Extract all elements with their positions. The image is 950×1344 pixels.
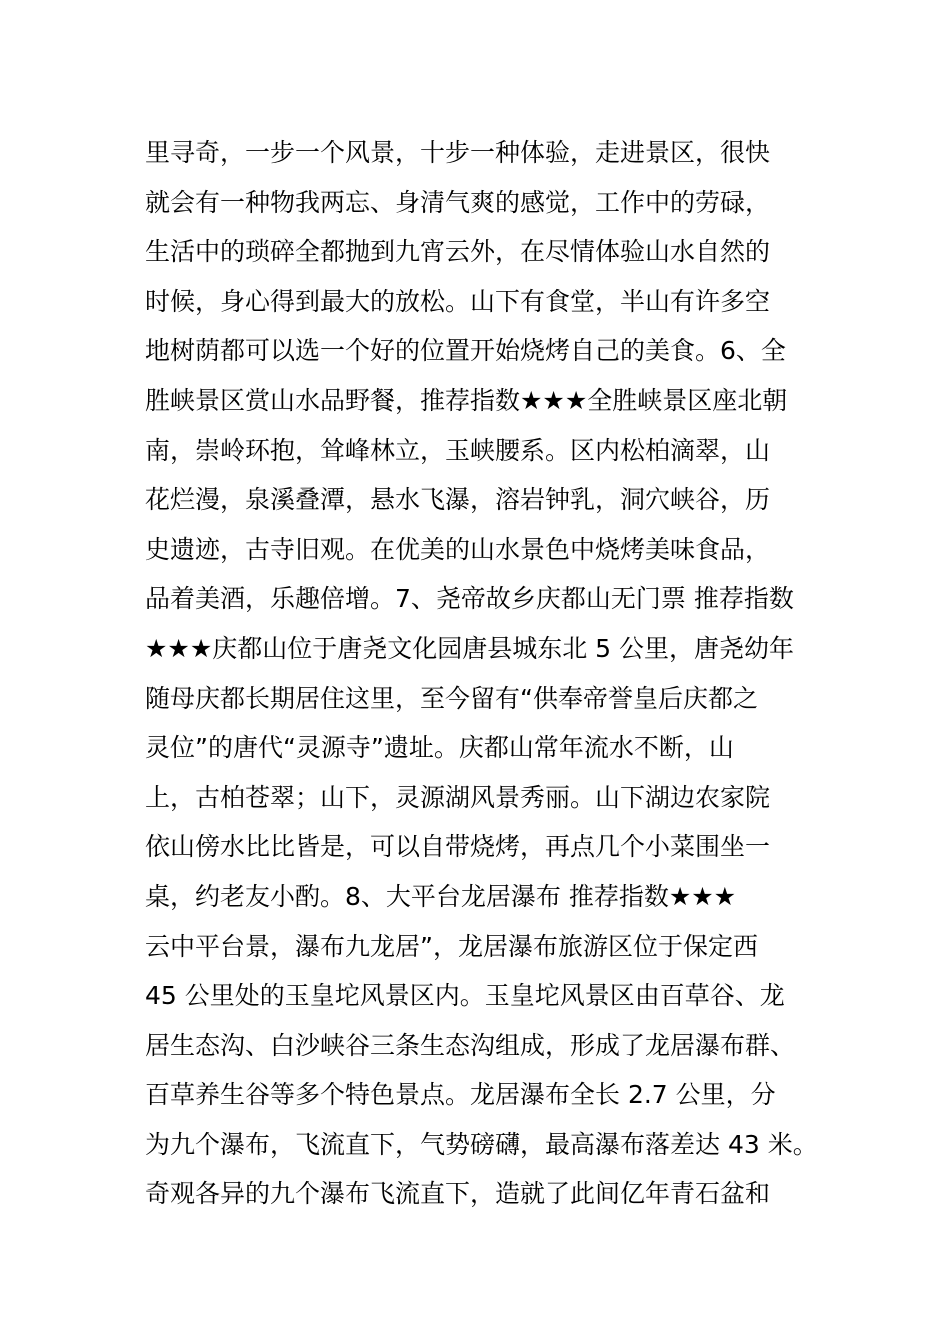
text-line: 里寻奇，一步一个风景，十步一种体验，走进景区，很快	[145, 138, 771, 167]
text-line: 时候，身心得到最大的放松。山下有食堂，半山有许多空	[145, 286, 771, 316]
text-line: 云中平台景，瀑布九龙居”，龙居瀑布旅游区位于保定西	[145, 931, 758, 961]
text-line: 奇观各异的九个瀑布飞流直下，造就了此间亿年青石盆和	[145, 1179, 771, 1209]
text-line: 为九个瀑布，飞流直下，气势磅礴，最高瀑布落差达 43 米。	[145, 1129, 818, 1159]
text-line: 依山傍水比比皆是，可以自带烧烤，再点几个小菜围坐一	[145, 832, 771, 862]
text-line: 地树荫都可以选一个好的位置开始烧烤自己的美食。6、全	[145, 336, 786, 366]
text-line: ★★★庆都山位于唐尧文化园唐县城东北 5 公里，唐尧幼年	[145, 633, 795, 663]
text-line: 45 公里处的玉皇坨风景区内。玉皇坨风景区由百草谷、龙	[145, 981, 785, 1011]
text-line: 品着美酒，乐趣倍增。7、尧帝故乡庆都山无门票 推荐指数	[145, 584, 794, 614]
body-text	[145, 128, 845, 1219]
text-line: 史遗迹，古寺旧观。在优美的山水景色中烧烤美味食品，	[145, 534, 771, 564]
text-line: 灵位”的唐代“灵源寺”遗址。庆都山常年流水不断，山	[145, 733, 734, 763]
text-line: 南，崇岭环抱，耸峰林立，玉峡腰系。区内松柏滴翠，山	[145, 435, 771, 465]
text-line: 花烂漫，泉溪叠潭，悬水飞瀑，溶岩钟乳，洞穴峡谷，历	[145, 485, 771, 515]
text-line: 就会有一种物我两忘、身清气爽的感觉，工作中的劳碌，	[145, 187, 771, 217]
text-line: 百草养生谷等多个特色景点。龙居瀑布全长 2.7 公里，分	[145, 1080, 776, 1110]
text-line: 桌，约老友小酌。8、大平台龙居瀑布 推荐指数★★★	[145, 881, 737, 911]
text-line: 随母庆都长期居住这里，至今留有“供奉帝誉皇后庆都之	[145, 683, 758, 713]
text-line: 胜峡景区赏山水品野餐，推荐指数★★★全胜峡景区座北朝	[145, 385, 788, 415]
text-line: 生活中的琐碎全都抛到九宵云外，在尽情体验山水自然的	[145, 237, 771, 267]
text-line: 居生态沟、白沙峡谷三条生态沟组成，形成了龙居瀑布群、	[145, 1030, 796, 1060]
text-line: 上，古柏苍翠；山下，灵源湖风景秀丽。山下湖边农家院	[145, 782, 771, 812]
